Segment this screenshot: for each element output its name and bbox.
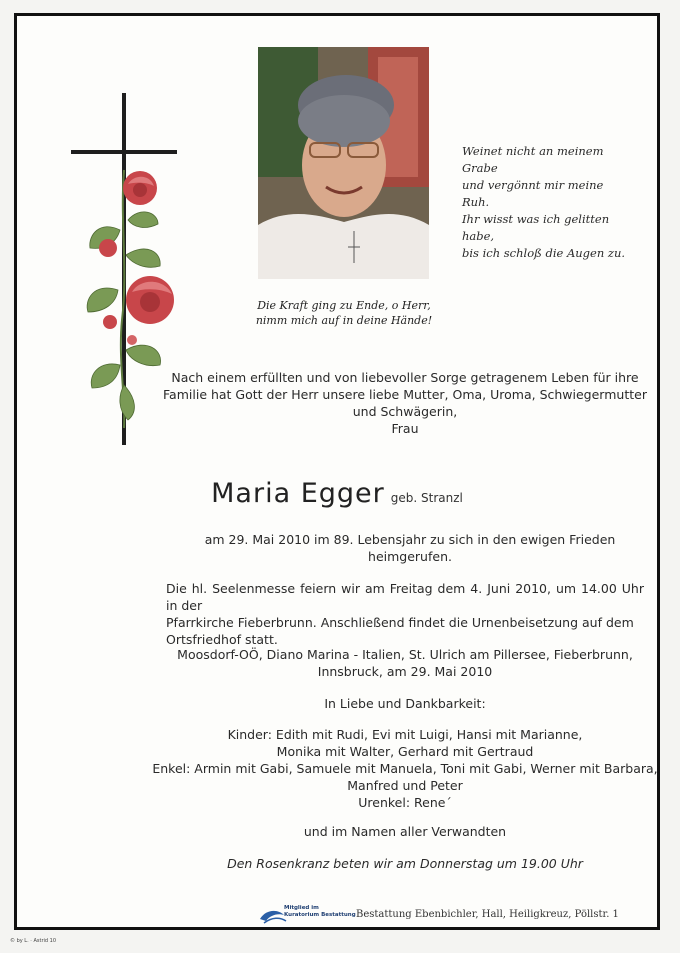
death-line: am 29. Mai 2010 im 89. Lebensjahr zu sich in den ewigen Frieden [204, 532, 616, 547]
birth-name: geb. Stranzl [390, 491, 463, 505]
intro-line: und Schwägerin, [352, 404, 458, 419]
poem-line: und vergönnt mir meine Ruh. [462, 178, 604, 209]
mourners-line: Enkel: Armin mit Gabi, Samuele mit Manuela, Toni mit Gabi, Werner mit Barbara, [152, 761, 658, 776]
places-line: Innsbruck, am 29. Mai 2010 [317, 664, 493, 679]
mass-info [166, 580, 644, 648]
death-line: heimgerufen. [368, 549, 452, 564]
intro-line: Frau [391, 421, 419, 436]
places-line: Moosdorf-OÖ, Diano Marina - Italien, St. Ulrich am Pillersee, Fieberbrunn, [177, 647, 633, 662]
deceased-name: Maria Egger [211, 478, 385, 509]
quote-line: nimm mich auf in deine Hände! [255, 314, 433, 327]
poem [462, 143, 632, 262]
poem-line: bis ich schloß die Augen zu. [462, 246, 626, 260]
mourners-line: Kinder: Edith mit Rudi, Evi mit Luigi, Hansi mit Marianne, [227, 727, 583, 742]
mass-line: Pfarrkirche Fieberbrunn. Anschließend findet die Urnenbeisetzung auf dem [166, 615, 634, 630]
places-date [160, 646, 650, 680]
mass-line: Die hl. Seelenmesse feiern wir am Freitag dem 4. Juni 2010, um 14.00 Uhr in der [166, 581, 644, 613]
relatives-line: und im Namen aller Verwandten [303, 824, 507, 839]
intro-line: Nach einem erfüllten und von liebevoller Sorge getragenem Leben für ihre [171, 370, 639, 385]
photo-quote [232, 298, 456, 328]
funeral-home: Bestattung Ebenbichler, Hall, Heiligkreuz, Pöllstr. 1 [356, 909, 619, 920]
logo-line: Mitglied im [284, 905, 319, 911]
rosary-notice: Den Rosenkranz beten wir am Donnerstag um 19.00 Uhr [227, 856, 583, 871]
mourners-line: Monika mit Walter, Gerhard mit Gertraud [276, 744, 534, 759]
intro-text [160, 369, 650, 437]
quote-line: Die Kraft ging zu Ende, o Herr, [257, 299, 431, 312]
logo-line: Kuratorium Bestattung [284, 912, 356, 918]
mourners-line: Urenkel: Rene´ [358, 795, 452, 810]
portrait-photo [258, 47, 429, 279]
cross-horizontal-beam [71, 150, 177, 154]
mourners-line: Manfred und Peter [347, 778, 463, 793]
mass-line: Ortsfriedhof statt. [166, 632, 278, 647]
intro-line: Familie hat Gott der Herr unsere liebe Mutter, Oma, Uroma, Schwiegermutter [163, 387, 647, 402]
deceased-name-line [14, 478, 660, 509]
kuratorium-logo [258, 905, 356, 925]
death-notice [180, 531, 640, 565]
mourners-list [150, 726, 660, 811]
poem-line: Ihr wisst was ich gelitten habe, [462, 212, 610, 243]
poem-line: Weinet nicht an meinem Grabe [462, 144, 604, 175]
gratitude-line: In Liebe und Dankbarkeit: [324, 696, 486, 711]
copyright: © by L. · Astrid 10 [10, 938, 57, 944]
